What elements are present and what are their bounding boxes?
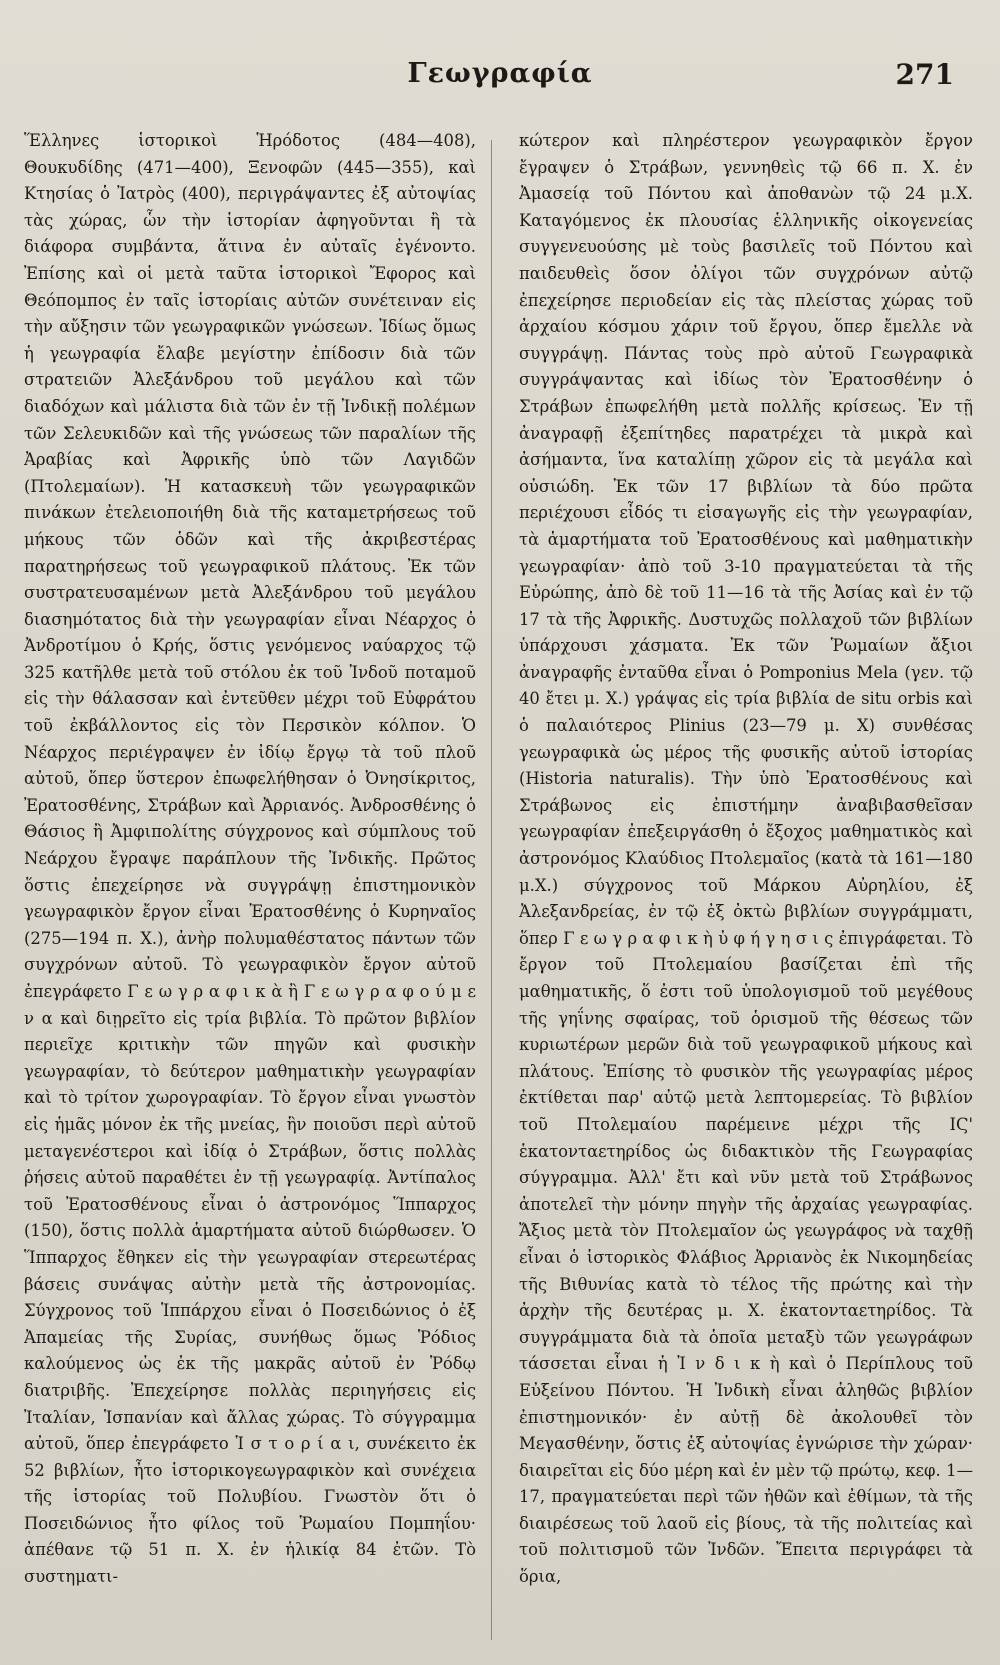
page-number: 271: [895, 58, 954, 91]
left-column: [24, 128, 476, 1638]
running-title: Γεωγραφία: [407, 58, 593, 89]
right-column: [519, 128, 973, 1638]
left-column-text: Ἕλληνες ἱστορικοὶ Ἡρόδοτος (484—408), Θουκυδίδης (471—400), Ξενοφῶν (445—355), καὶ Κτησίας ὁ Ἰατρὸς (400), περιγράψαντες ἐξ αὐτοψίας τὰς χώρας, ὧν τὴν ἱστορίαν ἀφηγοῦνται ἢ τὰ διάφορα συμβάντα, ἅτινα ἐν αὐταῖς ἐγένοντο. Ἐπίσης καὶ οἱ μετὰ ταῦτα ἱστορικοὶ Ἔφορος καὶ Θεόπομπος ἐν ταῖς ἱστορίαις αὐτῶν συνέτειναν εἰς τὴν αὔξησιν τῶν γεωγραφικῶν γνώσεων. Ἰδίως ὅμως ἡ γεωγραφία ἔλαβε μεγίστην ἐπίδοσιν διὰ τῶν στρατειῶν Ἀλεξάνδρου τοῦ μεγάλου καὶ τῶν διαδόχων καὶ μάλιστα διὰ τῶν ἐν τῇ Ἰνδικῇ πολέμων τῶν Σελευκιδῶν καὶ τῆς γνώσεως τῶν παραλίων τῆς Ἀραβίας καὶ Ἀφρικῆς ὑπὸ τῶν Λαγιδῶν (Πτολεμαίων). Ἡ κατασκευὴ τῶν γεωγραφικῶν πινάκων ἐτελειοποιήθη διὰ τῆς καταμετρήσεως τοῦ μήκους τῶν ὁδῶν καὶ τῆς ἀκριβεστέρας παρατηρήσεως τοῦ γεωγραφικοῦ πλάτους. Ἐκ τῶν συστρατευσαμένων μετὰ Ἀλεξάνδρου τοῦ μεγάλου διασημότατος διὰ τὴν γεωγραφίαν εἶναι Νέαρχος ὁ Ἀνδροτίμου ὁ Κρής, ὅστις γενόμενος ναύαρχος τῷ 325 κατῆλθε μετὰ τοῦ στόλου ἐκ τοῦ Ἰνδοῦ ποταμοῦ εἰς τὴν θάλασσαν καὶ ἐντεῦθεν μέχρι τοῦ Εὐφράτου τοῦ ἐκβάλλοντος εἰς τὸν Περσικὸν κόλπον. Ὁ Νέαρχος περιέγραψεν ἐν ἰδίῳ ἔργῳ τὰ τοῦ πλοῦ αὐτοῦ, ὅπερ ὕστερον ἐπωφελήθησαν ὁ Ὀνησίκριτος, Ἐρατοσθένης, Στράβων καὶ Ἀρριανός. Ἀνδροσθένης ὁ Θάσιος ἢ Ἀμφιπολίτης σύγχρονος καὶ σύμπλους τοῦ Νεάρχου ἔγραψε παράπλουν τῆς Ἰνδικῆς. Πρῶτος ὅστις ἐπεχείρησε νὰ συγγράψῃ ἐπιστημονικὸν γεωγραφικὸν ἔργον εἶναι Ἐρατοσθένης ὁ Κυρηναῖος (275—194 π. Χ.), ἀνὴρ πολυμαθέστατος πάντων τῶν συγχρόνων αὐτοῦ. Τὸ γεωγραφικὸν ἔργον αὐτοῦ ἐπεγράφετο Γ ε ω γ ρ α φ ι κ ὰ ἢ Γ ε ω γ ρ α φ ο ύ μ ε ν α καὶ διῃρεῖτο εἰς τρία βιβλία. Τὸ πρῶτον βιβλίον περιεῖχε κριτικὴν τῶν πηγῶν καὶ φυσικὴν γεωγραφίαν, τὸ δεύτερον μαθηματικὴν γεωγραφίαν καὶ τὸ τρίτον χωρογραφίαν. Τὸ ἔργον εἶναι γνωστὸν εἰς ἡμᾶς μόνον ἐκ τῆς μνείας, ἣν ποιοῦσι περὶ αὐτοῦ μεταγενέστεροι καὶ ἰδίᾳ ὁ Στράβων, ὅστις πολλὰς ῥήσεις αὐτοῦ παραθέτει ἐν τῇ γεωγραφίᾳ. Ἀντίπαλος τοῦ Ἐρατοσθένους εἶναι ὁ ἀστρονόμος Ἵππαρχος (150), ὅστις πολλὰ ἁμαρτήματα αὐτοῦ διώρθωσεν. Ὁ Ἵππαρχος ἔθηκεν εἰς τὴν γεωγραφίαν στερεωτέρας βάσεις συνάψας αὐτὴν μετὰ τῆς ἀστρονομίας. Σύγχρονος τοῦ Ἱππάρχου εἶναι ὁ Ποσειδώνιος ὁ ἐξ Ἀπαμείας τῆς Συρίας, συνήθως ὅμως Ῥόδιος καλούμενος ὡς ἐκ τῆς μακρᾶς αὐτοῦ ἐν Ῥόδῳ διατριβῆς. Ἐπεχείρησε πολλὰς περιηγήσεις εἰς Ἰταλίαν, Ἱσπανίαν καὶ ἄλλας χώρας. Τὸ σύγγραμμα αὐτοῦ, ὅπερ ἐπεγράφετο Ἱ σ τ ο ρ ί α ι, συνέκειτο ἐκ 52 βιβλίων, ἦτο ἱστορικογεωγραφικὸν καὶ συνέχεια τῆς ἱστορίας τοῦ Πολυβίου. Γνωστὸν ὅτι ὁ Ποσειδώνιος ἦτο φίλος τοῦ Ῥωμαίου Πομπηΐου· ἀπέθανε τῷ 51 π. Χ. ἐν ἡλικίᾳ 84 ἐτῶν. Τὸ συστηματι-: [24, 131, 476, 1587]
column-divider: [491, 140, 492, 1640]
right-column-text: κώτερον καὶ πληρέστερον γεωγραφικὸν ἔργον ἔγραψεν ὁ Στράβων, γεννηθεὶς τῷ 66 π. Χ. ἐν Ἀμασείᾳ τοῦ Πόντου καὶ ἀποθανὼν τῷ 24 μ.Χ. Καταγόμενος ἐκ πλουσίας ἑλληνικῆς οἰκογενείας συγγενευούσης μὲ τοὺς βασιλεῖς τοῦ Πόντου καὶ παιδευθεὶς ὅσον ὀλίγοι τῶν συγχρόνων αὐτῷ ἐπεχείρησε περιοδείαν εἰς τὰς πλείστας χώρας τοῦ ἀρχαίου κόσμου χάριν τοῦ ἔργου, ὅπερ ἔμελλε νὰ συγγράψῃ. Πάντας τοὺς πρὸ αὐτοῦ Γεωγραφικὰ συγγράψαντας καὶ ἰδίως τὸν Ἐρατοσθένην ὁ Στράβων ἐπωφελήθη μετὰ πολλῆς κρίσεως. Ἐν τῇ ἀναγραφῇ ἐξεπίτηδες παρατρέχει τὰ μικρὰ καὶ ἀσήμαντα, ἵνα καταλίπῃ χῶρον εἰς τὰ μεγάλα καὶ οὐσιώδη. Ἐκ τῶν 17 βιβλίων τὰ δύο πρῶτα περιέχουσι εἶδός τι εἰσαγωγῆς εἰς τὴν γεωγραφίαν, τὰ ἁμαρτήματα τοῦ Ἐρατοσθένους καὶ μαθηματικὴν γεωγραφίαν· ἀπὸ τοῦ 3-10 πραγματεύεται τὰ τῆς Εὐρώπης, ἀπὸ δὲ τοῦ 11—16 τὰ τῆς Ἀσίας καὶ ἐν τῷ 17 τὰ τῆς Ἀφρικῆς. Δυστυχῶς πολλαχοῦ τῶν βιβλίων ὑπάρχουσι χάσματα. Ἐκ τῶν Ῥωμαίων ἄξιοι ἀναγραφῆς ἐνταῦθα εἶναι ὁ Pomponius Mela (γεν. τῷ 40 ἔτει μ. Χ.) γράψας εἰς τρία βιβλία de situ orbis καὶ ὁ παλαιότερος Plinius (23—79 μ. Χ) συνθέσας γεωγραφικὰ ὡς μέρος τῆς φυσικῆς αὐτοῦ ἱστορίας (Historia naturalis). Τὴν ὑπὸ Ἐρατοσθένους καὶ Στράβωνος εἰς ἐπιστήμην ἀναβιβασθεῖσαν γεωγραφίαν ἐπεξειργάσθη ὁ ἔξοχος μαθηματικὸς καὶ ἀστρονόμος Κλαύδιος Πτολεμαῖος (κατὰ τὰ 161—180 μ.Χ.) σύγχρονος τοῦ Μάρκου Αὐρηλίου, ἐξ Ἀλεξανδρείας, ἐν τῷ ἐξ ὀκτὼ βιβλίων συγγράμματι, ὅπερ Γ ε ω γ ρ α φ ι κ ὴ ὑ φ ή γ η σ ι ς ἐπιγράφεται. Τὸ ἔργον τοῦ Πτολεμαίου βασίζεται ἐπὶ τῆς μαθηματικῆς, ὅ ἐστι τοῦ ὑπολογισμοῦ τοῦ μεγέθους τῆς γηΐνης σφαίρας, τοῦ ὁρισμοῦ τῆς θέσεως τῶν κυριωτέρων μερῶν διὰ τοῦ γεωγραφικοῦ μήκους καὶ πλάτους. Ἐπίσης τὸ φυσικὸν τῆς γεωγραφίας μέρος ἐκτίθεται παρ' αὐτῷ μετὰ λεπτομερείας. Τὸ βιβλίον τοῦ Πτολεμαίου παρέμεινε μέχρι τῆς ΙϚ' ἑκατονταετηρίδος ὡς διδακτικὸν τῆς Γεωγραφίας σύγγραμμα. Ἀλλ' ἔτι καὶ νῦν μετὰ τοῦ Στράβωνος ἀποτελεῖ τὴν μόνην πηγὴν τῆς ἀρχαίας γεωγραφίας. Ἄξιος μετὰ τὸν Πτολεμαῖον ὡς γεωγράφος νὰ ταχθῇ εἶναι ὁ ἱστορικὸς Φλάβιος Ἀρριανὸς ἐκ Νικομηδείας τῆς Βιθυνίας κατὰ τὸ τέλος τῆς πρώτης καὶ τὴν ἀρχὴν τῆς δευτέρας μ. Χ. ἑκατονταετηρίδος. Τὰ συγγράμματα διὰ τὰ ὁποῖα μεταξὺ τῶν γεωγράφων τάσσεται εἶναι ἡ Ἰ ν δ ι κ ὴ καὶ ὁ Περίπλους τοῦ Εὐξείνου Πόντου. Ἡ Ἰνδικὴ εἶναι ἀληθῶς βιβλίον ἐπιστημονικόν· ἐν αὐτῇ δὲ ἀκολουθεῖ τὸν Μεγασθένην, ὅστις ἐξ αὐτοψίας ἐγνώρισε τὴν χώραν· διαιρεῖται εἰς δύο μέρη καὶ ἐν μὲν τῷ πρώτῳ, κεφ. 1—17, πραγματεύεται περὶ τῶν ἠθῶν καὶ ἐθίμων, τὰ τῆς διαιρέσεως τοῦ λαοῦ εἰς βίους, τὰ τῆς πολιτείας καὶ τοῦ πολιτισμοῦ τῶν Ἰνδῶν. Ἔπειτα περιγράφει τὰ ὅρια,: [519, 131, 973, 1587]
page-header: [40, 58, 960, 108]
